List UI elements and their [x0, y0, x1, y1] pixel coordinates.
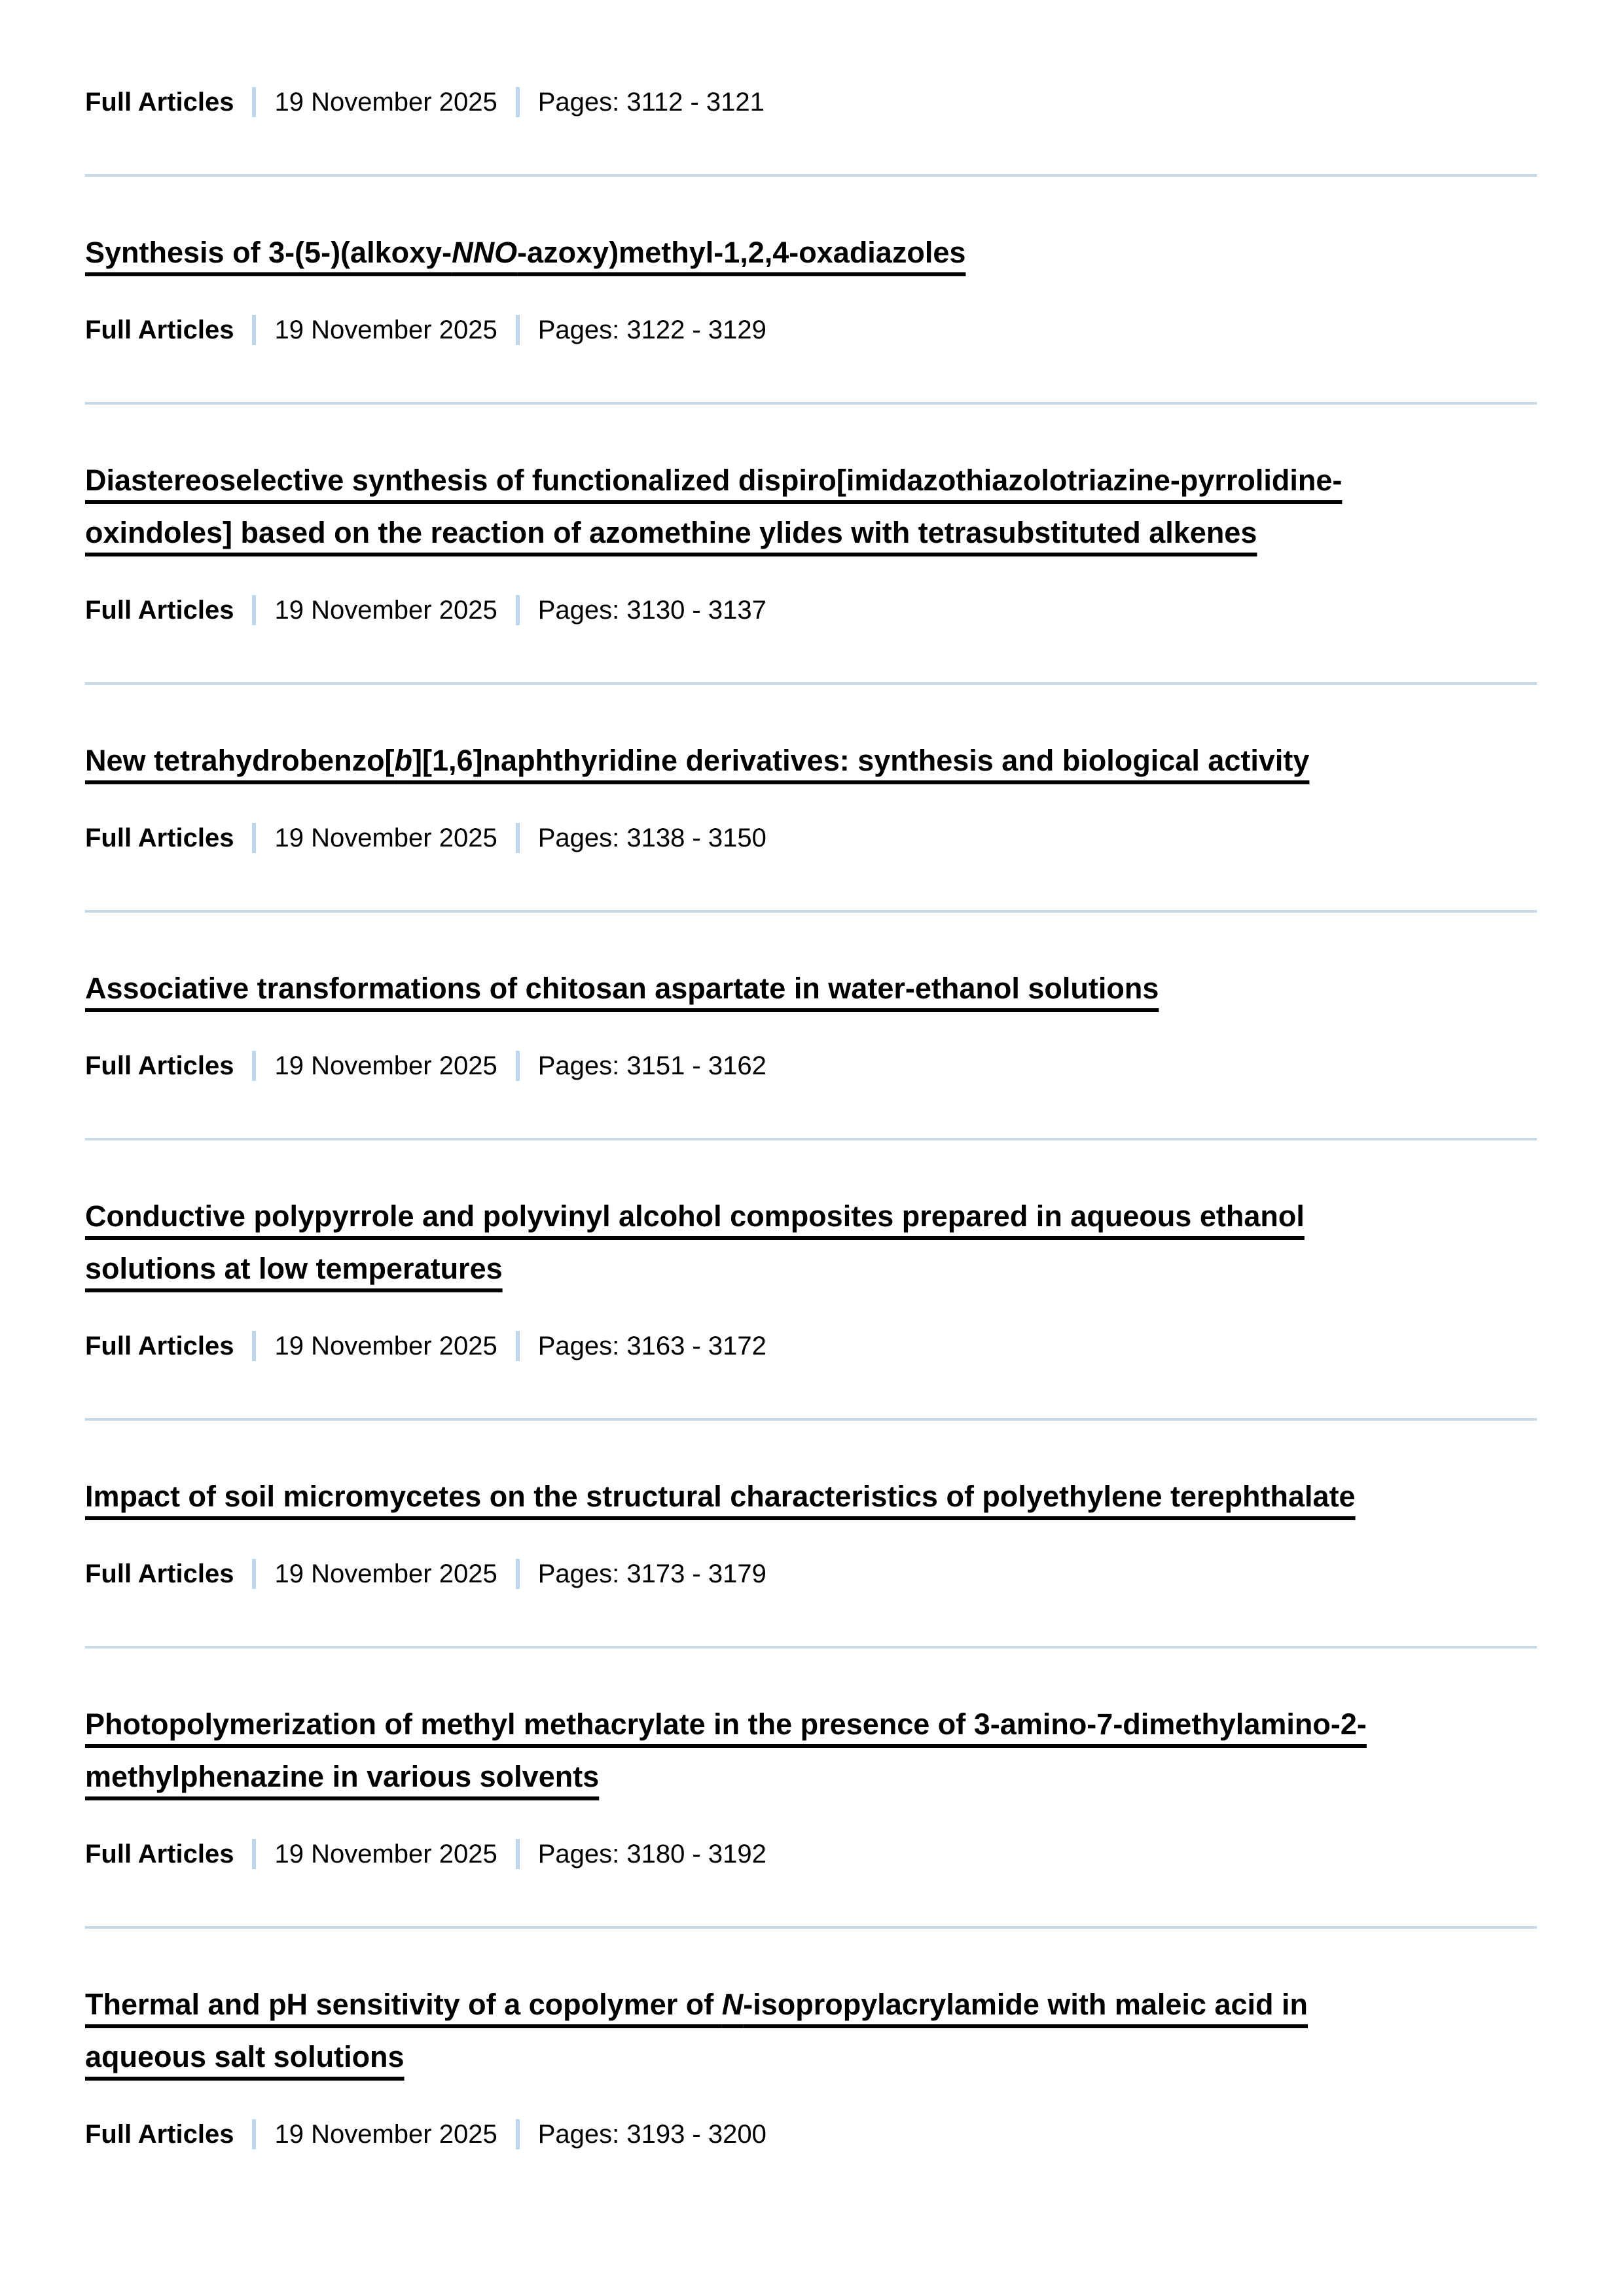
article-title-line: Diastereoselective synthesis of functionalized dispiro[imidazothiazolotriazine-pyrrolidine-: [85, 464, 1343, 497]
article-category-label: Full Articles: [85, 1051, 234, 1080]
meta-separator-bar: [252, 1051, 256, 1081]
article-pages: Pages: 3130 - 3137: [537, 596, 766, 625]
article-title-line: aqueous salt solutions: [85, 2040, 405, 2073]
article-pages: Pages: 3151 - 3162: [537, 1051, 766, 1080]
meta-separator-bar: [516, 315, 520, 345]
meta-separator-bar: [252, 87, 256, 117]
article-pages: Pages: 3122 - 3129: [537, 316, 766, 344]
article-category-label: Full Articles: [85, 1840, 234, 1868]
article-divider: [85, 174, 1537, 177]
article-title-link[interactable]: [85, 1470, 1537, 1523]
article-date: 19 November 2025: [274, 88, 497, 117]
article-date: 19 November 2025: [274, 1051, 497, 1080]
meta-separator-bar: [516, 1331, 520, 1361]
article-meta-row: [85, 1838, 1537, 1870]
article-date: 19 November 2025: [274, 824, 497, 852]
article-title-link[interactable]: [85, 735, 1537, 787]
meta-separator-bar: [252, 1559, 256, 1589]
article-meta-row: [85, 314, 1537, 346]
article-item: [85, 454, 1537, 685]
meta-separator-bar: [252, 1331, 256, 1361]
article-category-label: Full Articles: [85, 1559, 234, 1588]
article-title-link[interactable]: [85, 962, 1537, 1015]
article-item: [85, 1470, 1537, 1649]
article-item: [85, 735, 1537, 913]
article-date: 19 November 2025: [274, 2120, 497, 2149]
article-pages: Pages: 3173 - 3179: [537, 1559, 766, 1588]
article-pages: Pages: 3193 - 3200: [537, 2120, 766, 2149]
article-item: [85, 1698, 1537, 1929]
meta-separator-bar: [252, 595, 256, 625]
meta-separator-bar: [516, 595, 520, 625]
article-title-link[interactable]: [85, 1190, 1537, 1295]
article-date: 19 November 2025: [274, 1559, 497, 1588]
meta-separator-bar: [516, 2119, 520, 2149]
article-category-label: Full Articles: [85, 596, 234, 625]
article-divider: [85, 1926, 1537, 1929]
article-divider: [85, 910, 1537, 913]
article-meta-row: [85, 594, 1537, 626]
meta-separator-bar: [252, 1839, 256, 1869]
article-list: [85, 86, 1537, 2150]
article-divider: [85, 682, 1537, 685]
article-divider: [85, 402, 1537, 405]
article-title-line: Thermal and pH sensitivity of a copolymer of N-isopropylacrylamide with maleic acid in: [85, 1988, 1308, 2021]
article-date: 19 November 2025: [274, 596, 497, 625]
article-title-link[interactable]: [85, 227, 1537, 279]
article-meta-row: [85, 1330, 1537, 1362]
meta-separator-bar: [516, 1051, 520, 1081]
article-category-label: Full Articles: [85, 316, 234, 344]
meta-separator-bar: [516, 1839, 520, 1869]
article-meta-row: [85, 86, 1537, 118]
article-item: [85, 1978, 1537, 2150]
article-divider: [85, 1646, 1537, 1649]
article-meta-row: [85, 1558, 1537, 1590]
article-divider: [85, 1138, 1537, 1140]
article-item: [85, 1190, 1537, 1421]
article-item: [85, 227, 1537, 405]
article-title-line: New tetrahydrobenzo[b][1,6]naphthyridine derivatives: synthesis and biological activity: [85, 744, 1310, 777]
article-category-label: Full Articles: [85, 88, 234, 117]
meta-separator-bar: [516, 823, 520, 853]
article-item: [85, 962, 1537, 1140]
article-category-label: Full Articles: [85, 2120, 234, 2149]
meta-separator-bar: [252, 2119, 256, 2149]
article-date: 19 November 2025: [274, 316, 497, 344]
article-title-line: Conductive polypyrrole and polyvinyl alcohol composites prepared in aqueous ethanol: [85, 1199, 1305, 1233]
article-pages: Pages: 3138 - 3150: [537, 824, 766, 852]
article-title-line: Impact of soil micromycetes on the structural characteristics of polyethylene terephthalate: [85, 1480, 1356, 1513]
article-pages: Pages: 3163 - 3172: [537, 1332, 766, 1360]
article-date: 19 November 2025: [274, 1332, 497, 1360]
meta-separator-bar: [516, 87, 520, 117]
article-title-line: Associative transformations of chitosan aspartate in water-ethanol solutions: [85, 972, 1159, 1005]
meta-separator-bar: [516, 1559, 520, 1589]
article-title-line: Synthesis of 3-(5-)(alkoxy-NNO-azoxy)methyl-1,2,4-oxadiazoles: [85, 236, 966, 269]
article-category-label: Full Articles: [85, 1332, 234, 1360]
article-meta-row: [85, 2119, 1537, 2150]
article-item: [85, 86, 1537, 177]
article-divider: [85, 1418, 1537, 1421]
article-meta-row: [85, 1050, 1537, 1082]
article-title-line: methylphenazine in various solvents: [85, 1760, 600, 1793]
meta-separator-bar: [252, 315, 256, 345]
article-title-line: oxindoles] based on the reaction of azomethine ylides with tetrasubstituted alkenes: [85, 516, 1257, 549]
article-title-link[interactable]: [85, 1978, 1537, 2083]
article-title-line: solutions at low temperatures: [85, 1252, 503, 1285]
article-category-label: Full Articles: [85, 824, 234, 852]
article-pages: Pages: 3112 - 3121: [537, 88, 765, 117]
article-title-line: Photopolymerization of methyl methacrylate in the presence of 3-amino-7-dimethylamino-2-: [85, 1707, 1367, 1741]
article-pages: Pages: 3180 - 3192: [537, 1840, 766, 1868]
meta-separator-bar: [252, 823, 256, 853]
article-title-link[interactable]: [85, 1698, 1537, 1803]
article-title-link[interactable]: [85, 454, 1537, 559]
article-meta-row: [85, 822, 1537, 854]
article-date: 19 November 2025: [274, 1840, 497, 1868]
